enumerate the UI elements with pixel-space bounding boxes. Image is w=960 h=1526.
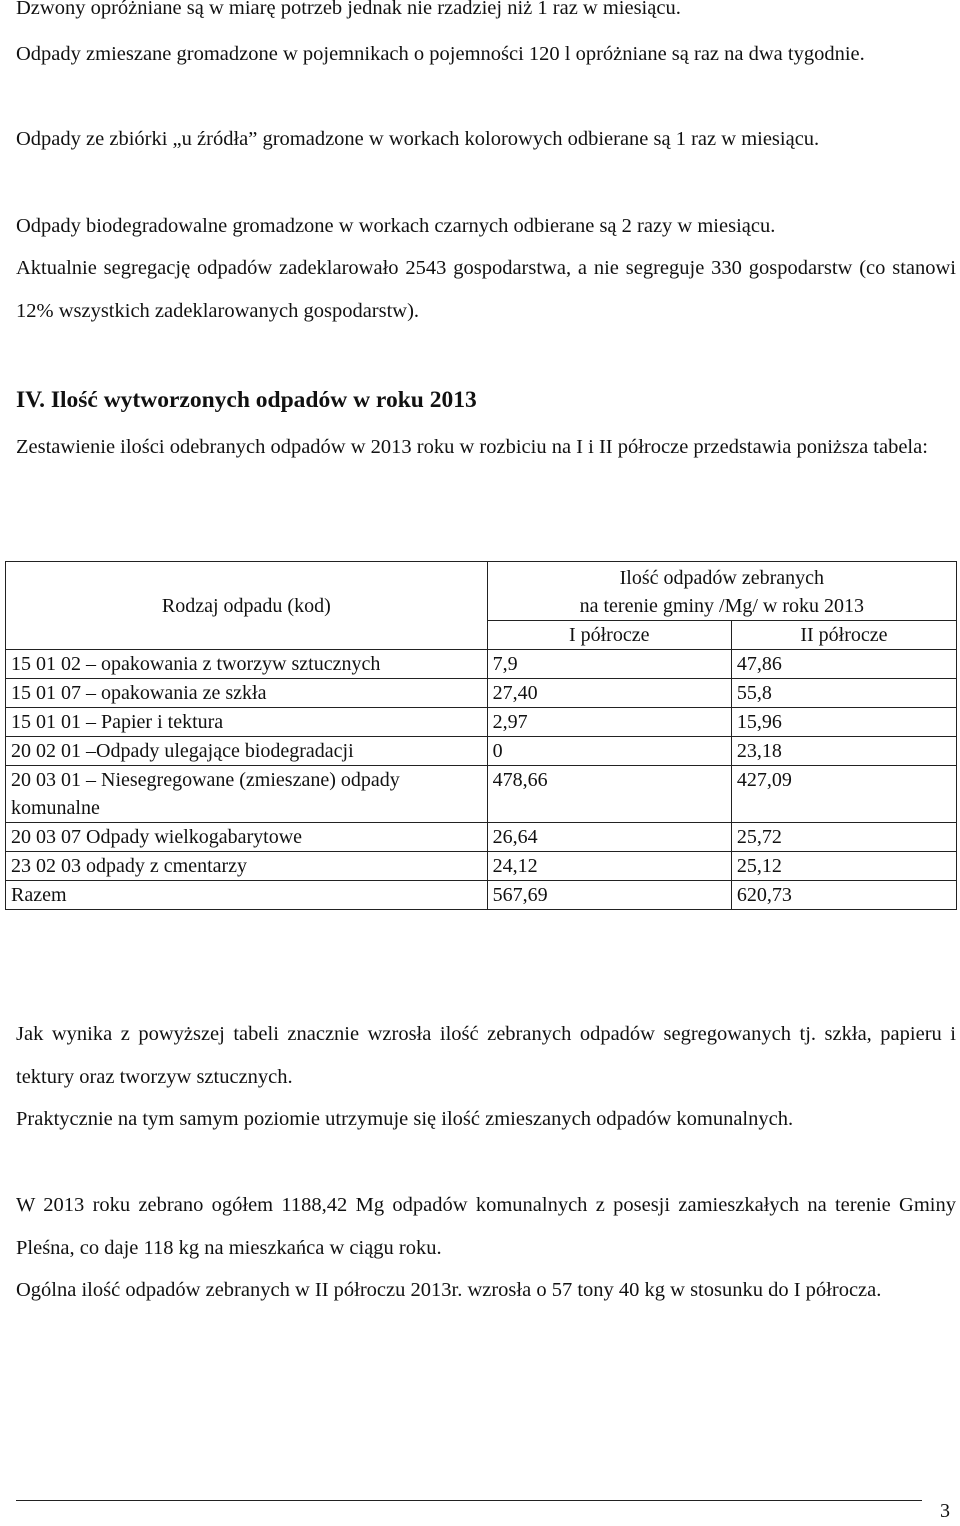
intro-paragraph-biodegradable: Odpady biodegradowalne gromadzone w workach czarnych odbierane są 2 razy w miesiącu. [16, 215, 776, 237]
header-amount-line2: na terenie gminy /Mg/ w roku 2013 [579, 595, 865, 617]
page-number: 3 [940, 1500, 950, 1522]
cell-waste-type: 20 03 07 Odpady wielkogabarytowe [6, 823, 488, 852]
cell-half1: 7,9 [487, 650, 731, 679]
cell-half2: 47,86 [731, 650, 956, 679]
footer-rule [16, 1500, 922, 1501]
table-row [6, 766, 957, 823]
cell-waste-type: 15 01 01 – Papier i tektura [6, 708, 488, 737]
header-amount [487, 562, 956, 621]
cell-half2: 23,18 [731, 737, 956, 766]
cell-half1: 478,66 [487, 766, 731, 823]
conclusion-total-collected: W 2013 roku zebrano ogółem 1188,42 Mg odpadów komunalnych z posesji zamieszkałych na terenie Gminy Pleśna, co daje 118 kg na mieszkańca w ciągu roku. [16, 1194, 956, 1259]
table-row [6, 708, 957, 737]
table-header-row [6, 562, 957, 621]
header-waste-type: Rodzaj odpadu (kod) [6, 562, 488, 650]
table-row [6, 737, 957, 766]
table-row [6, 852, 957, 881]
cell-half1: 24,12 [487, 852, 731, 881]
cell-waste-type: 15 01 07 – opakowania ze szkła [6, 679, 488, 708]
cell-total-half1: 567,69 [487, 881, 731, 910]
cell-half2: 427,09 [731, 766, 956, 823]
header-amount-line1: Ilość odpadów zebranych [619, 567, 825, 589]
intro-paragraph-mixed-waste: Odpady zmieszane gromadzone w pojemnikach o pojemności 120 l opróżniane są raz na dwa tygodnie. [16, 43, 865, 65]
cell-total-label: Razem [6, 881, 488, 910]
cell-half1: 26,64 [487, 823, 731, 852]
section-heading: IV. Ilość wytworzonych odpadów w roku 2013 [16, 387, 477, 413]
cell-waste-type: 20 02 01 –Odpady ulegające biodegradacji [6, 737, 488, 766]
cell-waste-type: 20 03 01 – Niesegregowane (zmieszane) odpady komunalne [6, 766, 488, 823]
intro-paragraph-bells: Dzwony opróżniane są w miarę potrzeb jednak nie rzadziej niż 1 raz w miesiącu. [16, 0, 681, 19]
cell-waste-type: 15 01 02 – opakowania z tworzyw sztucznych [6, 650, 488, 679]
conclusion-segregated-growth: Jak wynika z powyższej tabeli znacznie wzrosła ilość zebranych odpadów segregowanych tj. szkła, papieru i tektury oraz tworzyw sztucznych. [16, 1023, 956, 1088]
cell-half1: 27,40 [487, 679, 731, 708]
table-row [6, 650, 957, 679]
cell-half1: 0 [487, 737, 731, 766]
intro-paragraph-segregation-stats: Aktualnie segregację odpadów zadeklarowało 2543 gospodarstwa, a nie segreguje 330 gospodarstw (co stanowi 12% wszystkich zadeklarowanych gospodarstw). [16, 257, 956, 322]
cell-half2: 25,72 [731, 823, 956, 852]
cell-total-half2: 620,73 [731, 881, 956, 910]
cell-waste-type: 23 02 03 odpady z cmentarzy [6, 852, 488, 881]
cell-half1: 2,97 [487, 708, 731, 737]
cell-half2: 55,8 [731, 679, 956, 708]
table-row [6, 823, 957, 852]
cell-half2: 15,96 [731, 708, 956, 737]
conclusion-half-year-growth: Ogólna ilość odpadów zebranych w II półroczu 2013r. wzrosła o 57 tony 40 kg w stosunku do I półrocza. [16, 1279, 882, 1301]
conclusion-mixed-stable: Praktycznie na tym samym poziomie utrzymuje się ilość zmieszanych odpadów komunalnych. [16, 1108, 794, 1130]
header-half1: I półrocze [487, 621, 731, 650]
intro-paragraph-source-collection: Odpady ze zbiórki „u źródła” gromadzone w workach kolorowych odbierane są 1 raz w miesiącu. [16, 128, 820, 150]
header-half2: II półrocze [731, 621, 956, 650]
waste-table [5, 561, 957, 910]
cell-half2: 25,12 [731, 852, 956, 881]
section-intro: Zestawienie ilości odebranych odpadów w 2013 roku w rozbiciu na I i II półrocze przedstawia poniższa tabela: [16, 436, 928, 458]
table-total-row [6, 881, 957, 910]
table-row [6, 679, 957, 708]
